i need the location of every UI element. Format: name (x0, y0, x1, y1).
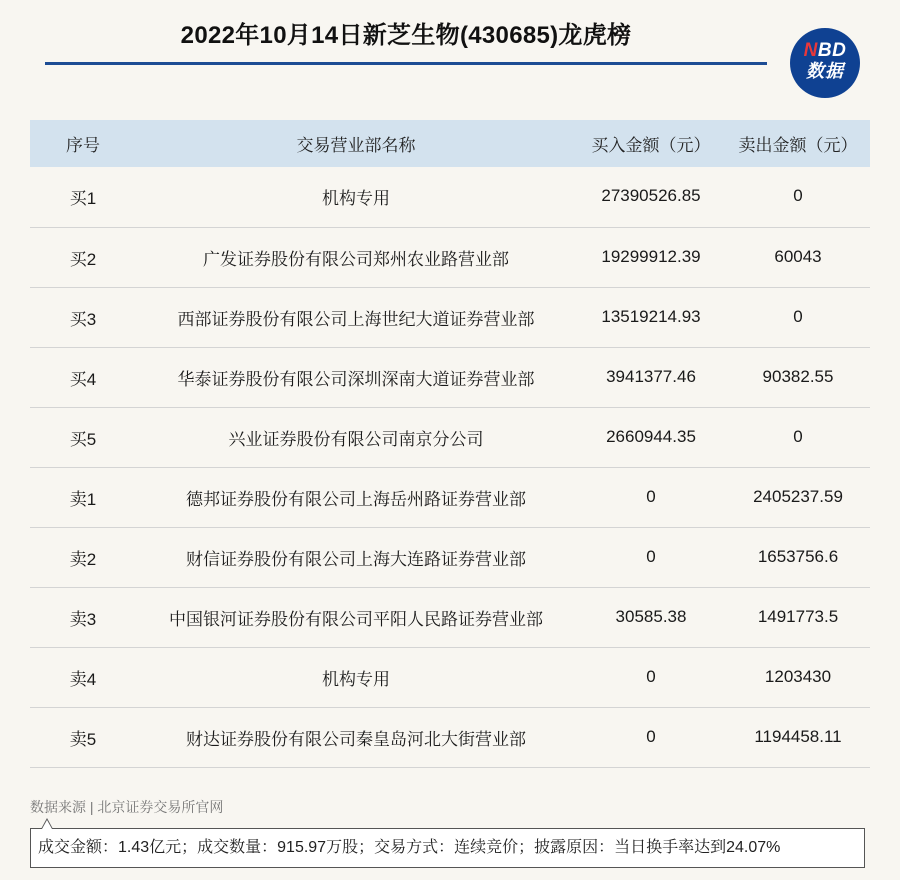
broker-name: 德邦证券股份有限公司上海岳州路证券营业部 (186, 489, 526, 509)
page-title: 2022年10月14日新芝生物(430685)龙虎榜 (180, 22, 632, 49)
row-index: 买4 (69, 369, 97, 389)
column-header-sell-amount: 卖出金额（元） (738, 136, 858, 155)
data-source-note: 数据来源 | 北京证券交易所官网 (30, 799, 224, 815)
column-header-broker: 交易营业部名称 (296, 136, 416, 155)
sell-amount: 0 (793, 426, 803, 446)
row-index: 卖3 (69, 609, 97, 629)
buy-amount: 27390526.85 (601, 186, 701, 206)
sell-amount: 0 (793, 306, 803, 326)
row-index: 卖1 (69, 489, 97, 509)
column-header-index: 序号 (66, 136, 100, 155)
sell-amount: 2405237.59 (753, 486, 843, 506)
row-index: 卖4 (69, 669, 97, 689)
broker-name: 财达证券股份有限公司秦皇岛河北大街营业部 (186, 729, 526, 749)
table-row (30, 707, 870, 767)
broker-name: 财信证券股份有限公司上海大连路证券营业部 (186, 549, 526, 569)
sell-amount: 60043 (774, 246, 822, 266)
table-row (30, 347, 870, 407)
buy-amount: 0 (646, 666, 656, 686)
table-row (30, 287, 870, 347)
broker-name: 中国银河证券股份有限公司平阳人民路证券营业部 (169, 609, 543, 629)
sell-amount: 1203430 (764, 666, 832, 686)
buy-amount: 0 (646, 546, 656, 566)
buy-amount: 0 (646, 486, 656, 506)
logo-bottom-text: 数据 (806, 61, 844, 81)
dragon-tiger-table (30, 120, 870, 768)
sell-amount: 1491773.5 (757, 606, 839, 626)
broker-name: 机构专用 (322, 669, 390, 689)
table-row (30, 227, 870, 287)
title-underline (45, 62, 767, 65)
broker-name: 机构专用 (322, 189, 390, 209)
table-row (30, 407, 870, 467)
table-row (30, 587, 870, 647)
row-index: 买3 (69, 309, 97, 329)
table-row (30, 647, 870, 707)
sell-amount: 0 (793, 186, 803, 206)
table-row (30, 167, 870, 227)
buy-amount: 2660944.35 (606, 426, 696, 446)
row-index: 卖2 (69, 549, 97, 569)
row-index: 买1 (69, 189, 97, 209)
nbd-data-logo (790, 28, 860, 98)
buy-amount: 3941377.46 (606, 366, 696, 386)
row-index: 卖5 (69, 729, 97, 749)
buy-amount: 19299912.39 (601, 246, 701, 266)
logo-top-text (790, 41, 860, 60)
callout-pointer-fill (42, 820, 52, 829)
trade-summary-box: 成交金额：1.43亿元；成交数量：915.97万股；交易方式：连续竞价；披露原因：当日换手率达到24.07% (30, 828, 865, 868)
sell-amount: 1194458.11 (754, 726, 842, 746)
broker-name: 广发证券股份有限公司郑州农业路营业部 (203, 249, 509, 269)
table-row (30, 527, 870, 587)
row-index: 买5 (69, 429, 97, 449)
row-index: 买2 (69, 249, 97, 269)
broker-name: 西部证券股份有限公司上海世纪大道证券营业部 (177, 309, 535, 329)
buy-amount: 0 (646, 726, 656, 746)
broker-name: 兴业证券股份有限公司南京分公司 (228, 429, 484, 449)
sell-amount: 90382.55 (762, 366, 834, 386)
logo-bd-letters: BD (817, 40, 847, 61)
table-header-row (30, 120, 870, 167)
buy-amount: 30585.38 (615, 606, 687, 626)
table-row (30, 467, 870, 527)
logo-n-letter: N (803, 40, 818, 61)
broker-name: 华泰证券股份有限公司深圳深南大道证券营业部 (177, 369, 535, 389)
buy-amount: 13519214.93 (601, 306, 701, 326)
column-header-buy-amount: 买入金额（元） (591, 136, 711, 155)
sell-amount: 1653756.6 (757, 546, 839, 566)
